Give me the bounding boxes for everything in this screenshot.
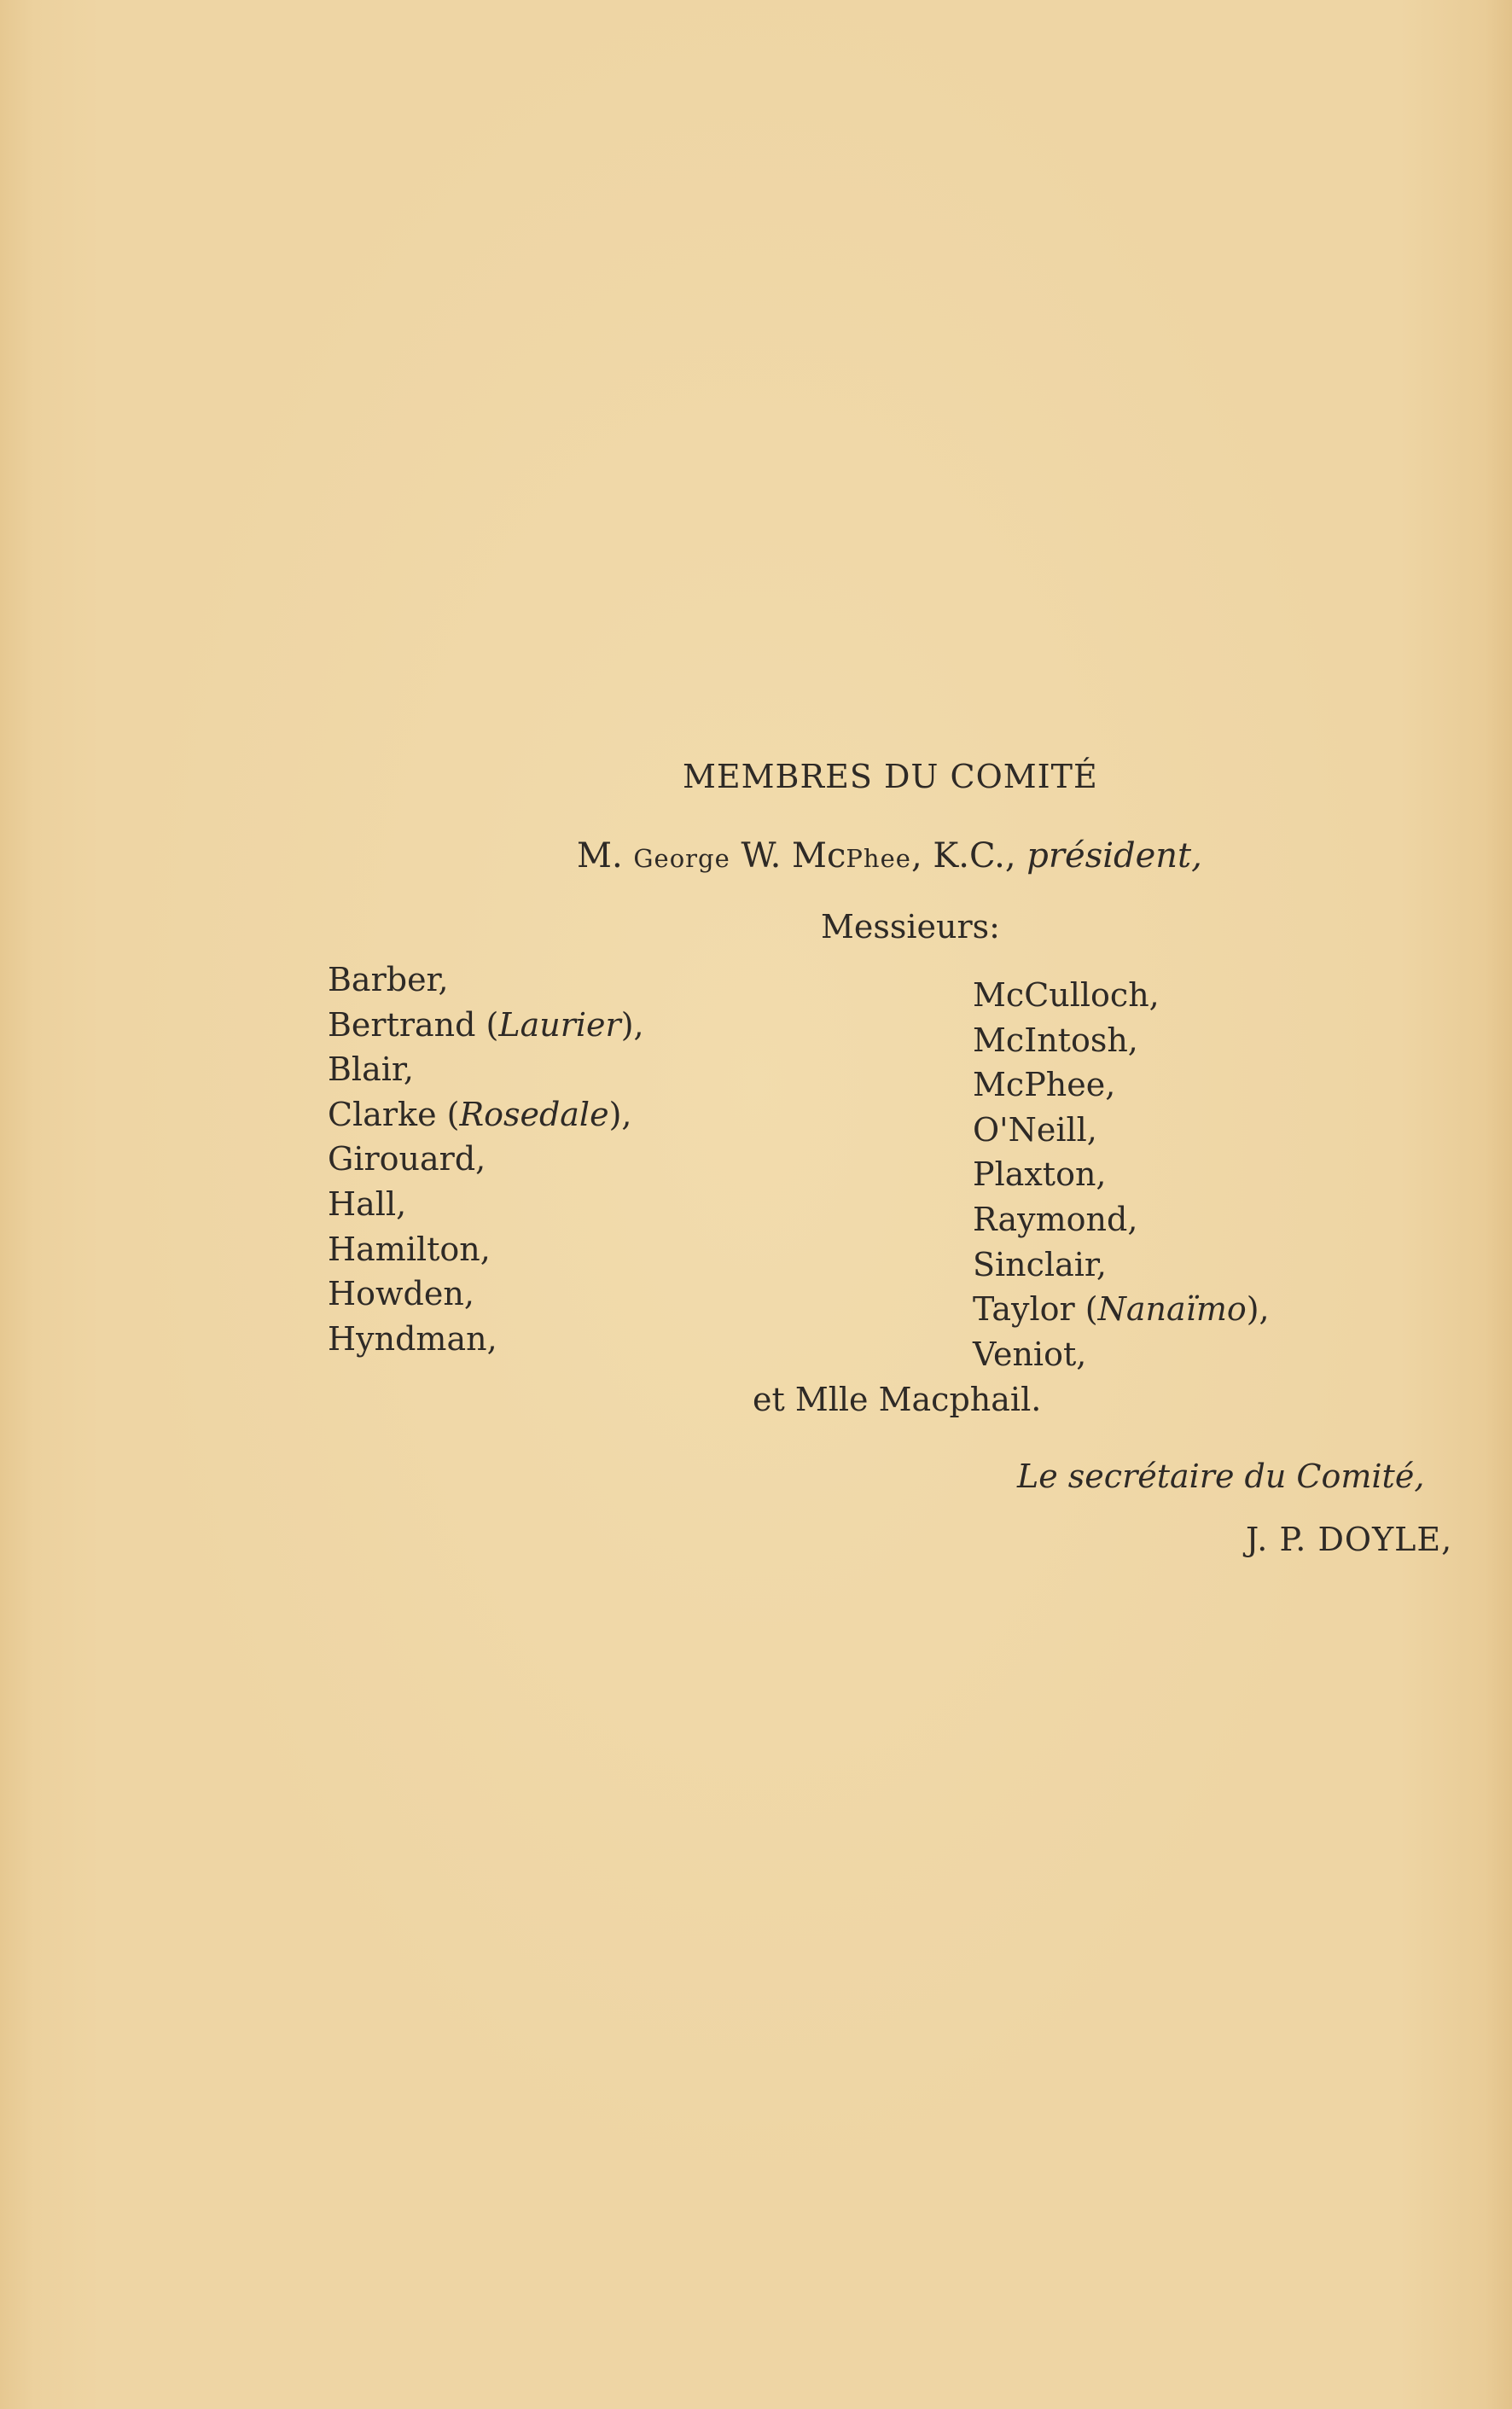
member-item: Clarke (Rosedale), (328, 1095, 632, 1133)
president-last-name: Phee (846, 844, 911, 873)
president-line (577, 836, 1202, 876)
member-item: Blair, (328, 1050, 414, 1089)
closing-line: et Mlle Macphail. (753, 1381, 1042, 1418)
member-item: Girouard, (328, 1140, 486, 1178)
secretary-name: J. P. DOYLE, (1246, 1521, 1453, 1558)
president-role: président, (1026, 836, 1202, 876)
member-item: Veniot, (973, 1335, 1087, 1373)
member-item: Taylor (Nanaïmo), (973, 1290, 1270, 1329)
members-list-right (973, 973, 1270, 1376)
member-item: Raymond, (973, 1200, 1138, 1238)
member-item: Hall, (328, 1184, 407, 1223)
member-item: Bertrand (Laurier), (328, 1005, 644, 1044)
member-item: Howden, (328, 1275, 474, 1313)
president-first-name: George (633, 844, 730, 873)
member-item: Sinclair, (973, 1245, 1107, 1283)
president-suffix: , K.C., (910, 836, 1027, 876)
messieurs-label: Messieurs: (821, 908, 1000, 946)
member-item: McIntosh, (973, 1021, 1138, 1059)
member-item: Hyndman, (328, 1319, 497, 1358)
page-heading: MEMBRES DU COMITÉ (683, 758, 1098, 795)
member-item: Hamilton, (328, 1230, 491, 1268)
member-item: O'Neill, (973, 1110, 1097, 1149)
secretary-label: Le secrétaire du Comité, (1017, 1458, 1425, 1495)
member-item: Barber, (328, 961, 449, 998)
members-list-left (328, 957, 644, 1361)
member-item: McCulloch, (973, 976, 1160, 1014)
president-middle: W. Mc (741, 836, 846, 876)
president-prefix: M. (577, 836, 623, 876)
member-item: Plaxton, (973, 1155, 1107, 1194)
member-item: McPhee, (973, 1066, 1116, 1104)
